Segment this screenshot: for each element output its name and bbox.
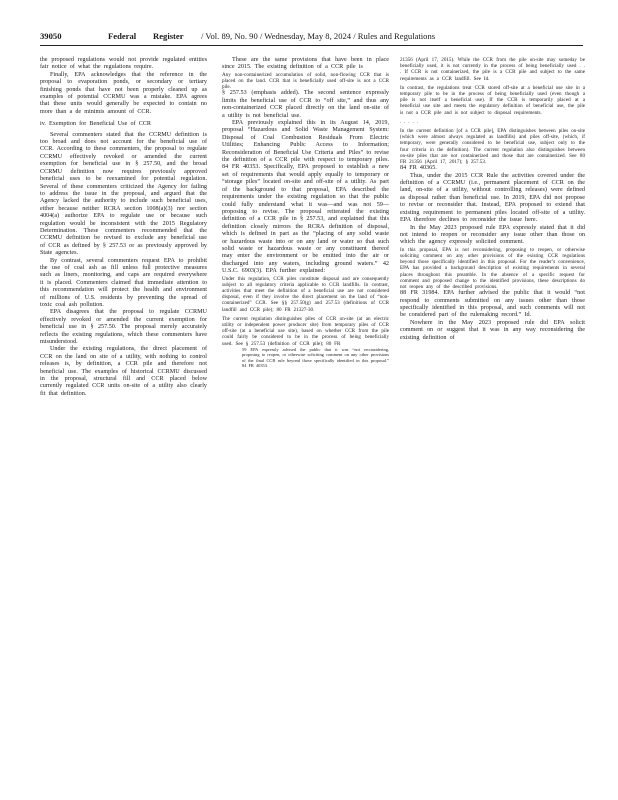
block-quote: 21356 (April 17, 2015). While the CCR from the pile on-site may someday be beneficially used, it is not currently in the process of being beneficially used . . . If CCR is not containerized, the pile is a CCR pile and subject to the same requirements as a CCR landfill. See Id.	[400, 57, 585, 82]
paragraph: Finally, EPA acknowledges that the reference in the proposal to evaporation ponds, or secondary or tertiary finishing ponds that have not been properly cleaned up as examples of potential CCRMU was a mistake. EPA agrees that these units would generally be expected to contain no more than a de minimis amount of CCR.	[40, 71, 207, 115]
block-quote: The current regulation distinguishes piles of CCR on-site (at an electric utility or independent power producer site) from temporary piles of CCR off-site (at a beneficial use site), based on whether CCR from the pile could fairly be considered to be in the process of being beneficially used. See § 257.53 (definition of CCR pile); 80 FR	[222, 315, 389, 347]
column-middle	[222, 57, 389, 368]
block-quote: In the current definition [of a CCR pile], EPA distinguishes between piles on-site (which were almost always regulated as landfills) and piles off-site, (which, if temporary, were generally considered to be beneficial use, subject only to the four criteria in the definition). The current regulation also distinguishes between on-site piles that are not containerized and those that are containerized. See 80 FR 21356 (April 17, 2017); § 257.53.	[400, 128, 585, 166]
paragraph: In the May 2023 proposed rule EPA expressly stated that it did not intend to reopen or reconsider any issue other than those on which the agency expressly solicited comment.	[400, 224, 585, 246]
column-right	[400, 57, 585, 342]
block-quote: In contrast, the regulations treat CCR stored off-site at a beneficial use site in a temporary pile to be in the process of being beneficially used (even though a pile is not itself a beneficial use). If the CCR is temporarily placed at a beneficial use site and meets the regulatory definition of beneficial use, the pile is not a CCR pile and is not subject to disposal requirements.	[400, 84, 585, 116]
paragraph: § 257.53 (emphasis added). The second sentence expressly limits the beneficial use of CCR to “off site,” and thus any non-containerized CCR placed directly on the land on-site of a utility is not beneficial use.	[222, 90, 389, 119]
citation: 84 FR 40365.	[400, 165, 437, 172]
section-heading: iv. Exemption for Beneficial Use of CCR	[40, 121, 152, 128]
page-header	[40, 31, 583, 46]
paragraph: EPA disagrees that the proposal to regulate CCRMU effectively revoked or amended the current exemption for beneficial use in § 257.50. The proposal merely accurately reflects the existing regulations, which these commenters have misunderstood.	[40, 309, 207, 346]
column-left	[40, 57, 207, 398]
header-issue-info: / Vol. 89, No. 90 / Wednesday, May 8, 2024 / Rules and Regulations	[201, 31, 436, 41]
paragraph: EPA previously explained this in its August 14, 2019, proposal “Hazardous and Solid Waste Management System: Disposal of Coal Combustion Residuals From Electric Utilities; Enhancing Public Access to Information; Reconsideration of Beneficial Use Criteria and Piles” to revise the definition of a CCR pile with respect to temporary piles. 84 FR 40353. Specifically, EPA proposed to establish a new set of requirements that would apply equally to temporary or “storage piles” located on-site and off-site of a utility. As part of the background to that proposal, EPA described the requirements under the existing regulation so that the public could fully understand what it was—and was not 59—proposing to revise. The proposal reiterated the existing definition of a CCR pile in § 257.53, and explained that this definition closely mirrors the RCRA definition of disposal, which is defined in part as the “placing of any solid waste or hazardous waste into or on any land or water so that such solid waste or hazardous waste or any constituent thereof may enter the environment or be emitted into the air or discharged into any waters, including ground waters.” 42 U.S.C. 6903(3). EPA further explained:	[222, 120, 389, 275]
block-quote: Under this regulation, CCR piles constitute disposal and are consequently subject to all regulatory criteria applicable to CCR landfills. In contrast, activities that meet the definition of a beneficial use are not considered disposal, even if they involve the direct placement on the land of “non-containerized” CCR. See §§ 257.50(g) and 257.53 (definitions of CCR landfill and CCR pile); 80 FR 21327-30.	[222, 275, 389, 313]
paragraph: 88 FR 31984. EPA further advised the public that it would “not respond to comments submitted on any issues other than those specifically identified in this proposal, and such comments will not be considered part of the rulemaking record.” Id.	[400, 290, 585, 319]
paragraph: Several commenters stated that the CCRMU definition is too broad and does not account for the beneficial use of CCR. According to these commenters, the proposal to regulate CCRMU effectively revoked or amended the current exemption for beneficial use in § 257.50, and the broad CCRMU definition now requires previously approved beneficial uses to be reexamined for potential regulation. Several of these commenters criticized the Agency for failing to address the issue in the proposal, and argued that the Agency lacked the authority to include such beneficial uses, either because neither RCRA section 1008(a)(3) nor section 4004(a) authorize EPA to regulate use or because such regulation would be inconsistent with the 2015 Regulatory Determination. These commenters recommended that the CCRMU definition be revised to exclude any beneficial use of CCR as defined by § 257.53 or as previously approved by State agencies.	[40, 131, 207, 257]
paragraph: Under the existing regulations, the direct placement of CCR on the land on site of a utility, with nothing to control releases is, by definition, a CCR pile and therefore not beneficial use. The examples of historical CCRMU discussed in the proposal, structural fill and CCR placed below currently regulated CCR units on-site of a utility also clearly fit that definition.	[40, 346, 207, 397]
block-quote: Any non-containerized accumulation of solid, non-flowing CCR that is placed on the land. CCR that is beneficially used off-site is not a CCR pile.	[222, 71, 389, 91]
ellipsis: . . . . .	[400, 118, 418, 125]
paragraph: By contrast, several commenters request EPA to prohibit the use of coal ash as fill unless full protective measures such as liners, monitoring, and caps are required everywhere it is placed. Commenters claimed that immediate attention to this recommendation will protect the health and environment of millions of U.S. residents by preventing the spread of toxic coal ash pollution.	[40, 257, 207, 308]
header-federal: Federal	[108, 31, 137, 41]
paragraph: These are the same provisions that have been in place since 2015. The existing definition of a CCR pile is	[222, 57, 389, 71]
page-number: 39050	[40, 31, 62, 41]
paragraph: Nowhere in the May 2023 proposed rule did EPA solicit comment on or suggest that it was in any way reconsidering the existing definition of	[400, 319, 585, 341]
footnote: 59 EPA expressly advised the public that it was “not reconsidering, proposing to reopen, or otherwise soliciting comment on any other provisions of the final CCR rule beyond those specifically identified in this proposal.” 84 FR 40353.	[242, 346, 389, 369]
header-register: Register	[153, 31, 184, 41]
block-quote: In this proposal, EPA is not reconsidering, proposing to reopen, or otherwise soliciting comment on any other provisions of the existing CCR regulations beyond those specifically identified in this proposal. For the reader’s convenience, EPA has provided a background description of existing requirements in several places throughout this preamble. In the absence of a specific request for comment and proposed change to the identified provisions, these descriptions do not reopen any of the described provisions.	[400, 246, 585, 290]
paragraph: the proposed regulations would not provide regulated entities fair notice of what the regulations require.	[40, 57, 207, 71]
paragraph: Thus, under the 2015 CCR Rule the activities covered under the definition of a CCRMU (i.e., permanent placement of CCR on the land, on-site of a utility, without controlling releases) were defined as disposal rather than beneficial use. In 2019, EPA did not propose to revise or reconsider that. Instead, EPA proposed to extend that existing requirement to permanent piles located off-site of a utility. EPA therefore declines to reconsider the issue here.	[400, 172, 585, 224]
